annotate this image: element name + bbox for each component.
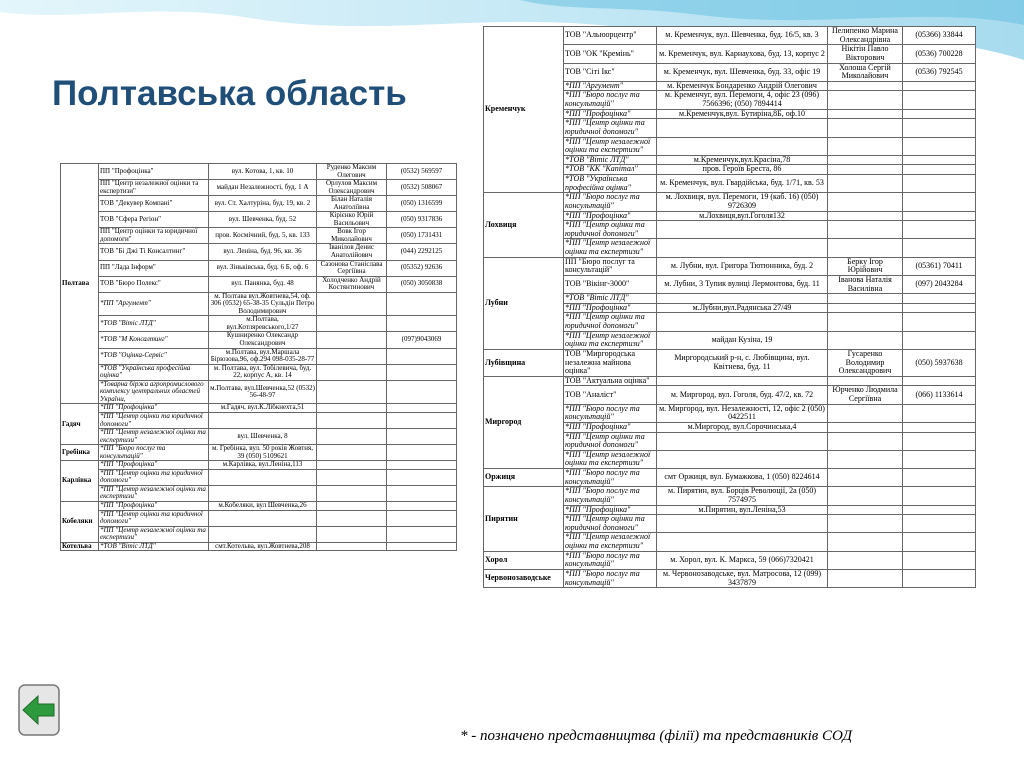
address-cell xyxy=(209,469,317,485)
phone-cell xyxy=(903,303,976,313)
contact-person-cell xyxy=(828,533,903,551)
firm-name-cell: *ТОВ "Оцінка-Сервіс" xyxy=(99,348,209,364)
phone-cell: (097)9043069 xyxy=(387,332,457,348)
address-cell xyxy=(657,533,828,551)
table-row xyxy=(484,376,976,386)
firm-name-cell: *ПП "Центр оцінки та юридичної допомоги" xyxy=(564,221,657,239)
table-row xyxy=(61,445,457,461)
phone-cell xyxy=(903,119,976,137)
table-row xyxy=(61,469,457,485)
contact-person-cell xyxy=(828,109,903,119)
contact-person-cell xyxy=(828,331,903,349)
firm-name-cell: *ПП "Центр оцінки та юридичної допомоги" xyxy=(99,469,209,485)
city-cell: Хорол xyxy=(484,551,564,569)
city-cell: Лохвиця xyxy=(484,193,564,257)
firm-name-cell: ТОВ "Декувер Компані" xyxy=(99,196,209,212)
address-cell: смт.Котельва, вул.Жовтнева,208 xyxy=(209,542,317,551)
contact-person-cell xyxy=(317,348,387,364)
phone-cell xyxy=(387,292,457,316)
contact-person-cell xyxy=(828,91,903,109)
phone-cell: (0536) 700228 xyxy=(903,45,976,63)
firm-name-cell: ТОВ "Альюорцентр" xyxy=(564,27,657,45)
firm-name-cell: ТОВ "Бі Джі Ті Консалтинг" xyxy=(99,244,209,260)
firm-name-cell: *ПП "Бюро послуг та консультацій" xyxy=(564,91,657,109)
address-cell: смт Оржиця, вул. Бумажкова, 1 (050) 8224614 xyxy=(657,469,828,487)
table-row xyxy=(61,260,457,276)
city-cell: Лубівщина xyxy=(484,349,564,376)
phone-cell xyxy=(903,551,976,569)
firm-name-cell: *ПП "Центр оцінки та юридичної допомоги" xyxy=(99,510,209,526)
table-row xyxy=(61,461,457,470)
phone-cell xyxy=(387,526,457,542)
address-cell xyxy=(209,510,317,526)
address-cell xyxy=(209,412,317,428)
address-cell: м. Кременчуг, вул. Перемоги, 4, офіс 23 (096) 7566396; (050) 7894414 xyxy=(657,91,828,109)
phone-cell xyxy=(903,469,976,487)
contact-person-cell xyxy=(828,569,903,587)
address-cell: м.Полтава, вул.Котляревського,1/27 xyxy=(209,316,317,332)
address-cell xyxy=(657,221,828,239)
contact-person-cell: Пелипенко Марина Олександрівна xyxy=(828,27,903,45)
phone-cell: (050) 5937638 xyxy=(903,349,976,376)
phone-cell xyxy=(387,469,457,485)
table-row xyxy=(61,526,457,542)
page-title: Полтавська область xyxy=(52,74,407,113)
address-cell: м.Миргород, вул.Сорочинська,4 xyxy=(657,422,828,432)
firm-name-cell: *ПП "Аргумент" xyxy=(99,292,209,316)
table-row xyxy=(61,180,457,196)
firm-name-cell: *ПП "Бюро послуг та консультацій" xyxy=(564,569,657,587)
table-row xyxy=(61,380,457,404)
table-row xyxy=(61,228,457,244)
firm-name-cell: *ПП "Бюро послуг та консультацій" xyxy=(564,487,657,505)
contact-person-cell xyxy=(828,487,903,505)
firm-name-cell: *ПП "Центр оцінки та юридичної допомоги" xyxy=(564,119,657,137)
contact-person-cell xyxy=(828,303,903,313)
phone-cell xyxy=(387,542,457,551)
phone-cell: (050) 1316599 xyxy=(387,196,457,212)
contact-person-cell xyxy=(828,376,903,386)
contact-person-cell: Іванова Наталія Василівна xyxy=(828,275,903,293)
contact-person-cell: Руденко Максим Олегович xyxy=(317,164,387,180)
firm-name-cell: ТОВ "ОК "Кремінь" xyxy=(564,45,657,63)
phone-cell: (0536) 792545 xyxy=(903,63,976,81)
firm-name-cell: *ПП "Профоцінка" xyxy=(99,404,209,413)
contact-person-cell xyxy=(317,510,387,526)
address-cell xyxy=(209,485,317,501)
contact-person-cell xyxy=(828,432,903,450)
table-row xyxy=(484,469,976,487)
contact-person-cell xyxy=(828,294,903,304)
phone-cell: (044) 2292125 xyxy=(387,244,457,260)
firm-name-cell: *ПП "Центр незалежної оцінки та експертизи" xyxy=(99,526,209,542)
address-cell: м. Лубни, вул. Григора Тютюнника, буд. 2 xyxy=(657,257,828,275)
address-cell: вул. Ст. Халтуріна, буд. 19, кв. 2 xyxy=(209,196,317,212)
phone-cell xyxy=(903,294,976,304)
contact-person-cell xyxy=(828,193,903,211)
address-cell: майдан Незалежності, буд. 1 А xyxy=(209,180,317,196)
address-cell: пров. Космічний, буд. 5, кв. 133 xyxy=(209,228,317,244)
table-row xyxy=(484,193,976,211)
contact-person-cell xyxy=(317,380,387,404)
firm-name-cell: *ПП "Центр незалежної оцінки та експертизи" xyxy=(564,239,657,257)
table-row xyxy=(61,501,457,510)
table-row xyxy=(61,164,457,180)
phone-cell xyxy=(387,412,457,428)
firm-name-cell: *ПП "Центр оцінки та юридичної допомоги" xyxy=(564,432,657,450)
address-cell xyxy=(657,119,828,137)
firm-name-cell: *ПП "Центр оцінки та юридичної допомоги" xyxy=(564,515,657,533)
firm-name-cell: ПП "Бюро послуг та консультацій" xyxy=(564,257,657,275)
address-cell: м. Полтава вул.Жовтнева,54, оф. 306 (0532) 65-38-35 Сульдін Петро Володимирович xyxy=(209,292,317,316)
address-cell xyxy=(657,376,828,386)
contact-person-cell xyxy=(828,469,903,487)
firm-name-cell: *ТОВ "Вітіс ЛТД" xyxy=(564,294,657,304)
address-cell: вул. Шевченка, буд. 52 xyxy=(209,212,317,228)
phone-cell xyxy=(903,81,976,91)
phone-cell: (097) 2043284 xyxy=(903,275,976,293)
contact-person-cell xyxy=(317,364,387,380)
contact-person-cell xyxy=(317,404,387,413)
contact-person-cell xyxy=(317,461,387,470)
city-cell: Гребінка xyxy=(61,445,99,461)
address-cell xyxy=(657,515,828,533)
phone-cell xyxy=(387,510,457,526)
table-row xyxy=(61,429,457,445)
address-cell: м.Кременчук,вул. Бутиріна,8Б, оф.10 xyxy=(657,109,828,119)
phone-cell xyxy=(903,376,976,386)
phone-cell xyxy=(903,211,976,221)
city-cell: Лубни xyxy=(484,257,564,349)
firm-name-cell: *ТОВ "КК "Капітал" xyxy=(564,165,657,175)
address-cell: м.Гадяч, вул.К.Лібкнехта,51 xyxy=(209,404,317,413)
table-row xyxy=(61,212,457,228)
phone-cell xyxy=(903,487,976,505)
firm-name-cell: *ПП "Профоцінка" xyxy=(99,461,209,470)
address-cell xyxy=(657,137,828,155)
phone-cell xyxy=(903,137,976,155)
table-row xyxy=(484,27,976,45)
contact-person-cell xyxy=(828,155,903,165)
firm-name-cell: *ТОВ "Вітіс ЛТД" xyxy=(99,316,209,332)
contact-person-cell xyxy=(317,292,387,316)
contact-person-cell xyxy=(317,501,387,510)
firm-name-cell: *ПП "Центр незалежної оцінки та експертизи" xyxy=(564,331,657,349)
city-cell: Червонозаводське xyxy=(484,569,564,587)
contact-person-cell xyxy=(317,445,387,461)
table-row xyxy=(61,510,457,526)
address-cell: м.Кобеляки, вул Шевченка,26 xyxy=(209,501,317,510)
table-row xyxy=(61,412,457,428)
firm-name-cell: ПП "Центр оцінки та юридичної допомоги" xyxy=(99,228,209,244)
address-cell xyxy=(657,450,828,468)
firm-name-cell: ТОВ "Сіті Ікс" xyxy=(564,63,657,81)
phone-cell xyxy=(903,450,976,468)
contact-person-cell: Кірієнко Юрій Васильович xyxy=(317,212,387,228)
city-cell: Котельва xyxy=(61,542,99,551)
firm-name-cell: *ПП "Центр незалежної оцінки та експертизи" xyxy=(564,450,657,468)
firm-name-cell: *ПП "Профоцінка" xyxy=(564,505,657,515)
contact-person-cell xyxy=(828,422,903,432)
firm-name-cell: ТОВ "Бюро Полекс" xyxy=(99,276,209,292)
phone-cell xyxy=(903,313,976,331)
firm-name-cell: *ПП "Бюро послуг та консультацій" xyxy=(564,551,657,569)
address-cell: вул. Панянка, буд. 48 xyxy=(209,276,317,292)
firm-name-cell: *ТОВ "Вітіс ЛТД" xyxy=(99,542,209,551)
contact-person-cell xyxy=(828,239,903,257)
phone-cell xyxy=(387,348,457,364)
address-cell: вул. Шевченка, 8 xyxy=(209,429,317,445)
contact-person-cell xyxy=(828,81,903,91)
address-cell: м.Полтава, вул.Шевченка,52 (0532) 56-48-97 xyxy=(209,380,317,404)
firm-name-cell: *ПП "Центр незалежної оцінки та експертизи" xyxy=(99,485,209,501)
table-row xyxy=(484,487,976,505)
address-cell: м. Кременчук, вул. Гвардійська, буд. 1/71, кв. 53 xyxy=(657,175,828,193)
contact-person-cell xyxy=(828,551,903,569)
address-cell xyxy=(657,294,828,304)
firm-name-cell: ТОВ "Актуальна оцінка" xyxy=(564,376,657,386)
table-row xyxy=(61,292,457,316)
firm-name-cell: *ПП "Профоцінка" xyxy=(564,422,657,432)
firm-name-cell: *ПП "Центр незалежної оцінки та експертизи" xyxy=(564,533,657,551)
contact-person-cell: Нікітін Павло Вікторович xyxy=(828,45,903,63)
phone-cell xyxy=(903,404,976,422)
contact-person-cell xyxy=(828,515,903,533)
address-cell: м.Полтава, вул.Маршала Бірюзова,96, оф.294 098-035-28-77 xyxy=(209,348,317,364)
contact-person-cell: Холоша Сергій Миколайович xyxy=(828,63,903,81)
address-cell: Кушниренко Олександр Олександрович xyxy=(209,332,317,348)
address-cell xyxy=(209,526,317,542)
firm-name-cell: ПП "Профоцінка" xyxy=(99,164,209,180)
phone-cell: (0532) 569597 xyxy=(387,164,457,180)
address-cell: м. Кременчук, вул. Карнаухова, буд. 13, корпус 2 xyxy=(657,45,828,63)
contact-person-cell xyxy=(317,542,387,551)
city-cell: Пирятин xyxy=(484,487,564,551)
contact-person-cell xyxy=(317,526,387,542)
address-cell: м.Пирятин, вул.Леніна,53 xyxy=(657,505,828,515)
table-row xyxy=(61,485,457,501)
address-cell: м. Кременчук Бондаренко Андрій Олегович xyxy=(657,81,828,91)
table-row xyxy=(484,551,976,569)
phone-cell: (050) 1731431 xyxy=(387,228,457,244)
phone-cell xyxy=(903,239,976,257)
address-cell: м. Лубни, 3 Тупик вулиці Лермонтова, буд. 11 xyxy=(657,275,828,293)
firm-name-cell: *ПП "Центр незалежної оцінки та експертизи" xyxy=(99,429,209,445)
phone-cell xyxy=(903,533,976,551)
table-row xyxy=(61,364,457,380)
firm-name-cell: *ПП "Бюро послуг та консультацій" xyxy=(564,193,657,211)
firm-name-cell: *ПП "Центр оцінки та юридичної допомоги" xyxy=(99,412,209,428)
contact-person-cell xyxy=(828,313,903,331)
contact-person-cell: Сазонова Станіслава Сергіївна xyxy=(317,260,387,276)
phone-cell xyxy=(903,193,976,211)
firm-name-cell: ТОВ "Сфера Регіон" xyxy=(99,212,209,228)
back-arrow-icon[interactable] xyxy=(18,684,60,736)
contact-person-cell: Білан Наталія Анатоліївна xyxy=(317,196,387,212)
firm-name-cell: *Товарна біржа агропромислового комплексу центральних областей України, xyxy=(99,380,209,404)
phone-cell: (050) 9317836 xyxy=(387,212,457,228)
firm-name-cell: *ПП "Профоцінка" xyxy=(564,303,657,313)
address-cell: м. Гребінка, вул. 50 років Жовтня, 39 (050) 5109621 xyxy=(209,445,317,461)
contact-person-cell xyxy=(317,429,387,445)
phone-cell: (050) 3050838 xyxy=(387,276,457,292)
phone-cell xyxy=(903,422,976,432)
firm-name-cell: *ТОВ "М Консалтинг" xyxy=(99,332,209,348)
phone-cell xyxy=(387,501,457,510)
phone-cell: (05361) 70411 xyxy=(903,257,976,275)
firm-name-cell: *ПП "Центр оцінки та юридичної допомоги" xyxy=(564,313,657,331)
contact-person-cell: Вовк Ігор Миколайович xyxy=(317,228,387,244)
firm-name-cell: *ПП "Профоцінка" xyxy=(564,211,657,221)
firm-name-cell: *ПП "Аргумент" xyxy=(564,81,657,91)
phone-cell xyxy=(387,316,457,332)
phone-cell xyxy=(903,91,976,109)
address-cell: вул. Леніна, буд. 96, кв. 36 xyxy=(209,244,317,260)
phone-cell xyxy=(387,445,457,461)
firm-name-cell: ПП "Центр незалежної оцінки та експертизи" xyxy=(99,180,209,196)
phone-cell xyxy=(387,404,457,413)
address-cell: м.Кременчук,вул.Красіна,78 xyxy=(657,155,828,165)
address-cell: Миргородський р-н, с. Любівщина, вул. Квітнева, буд. 11 xyxy=(657,349,828,376)
contact-person-cell: Орлулов Максим Олександрович xyxy=(317,180,387,196)
contact-person-cell xyxy=(828,175,903,193)
firm-name-cell: ТОВ "Миргородська незалежна майнова оцінка" xyxy=(564,349,657,376)
address-cell xyxy=(657,432,828,450)
firm-name-cell: *ПП "Бюро послуг та консультацій" xyxy=(99,445,209,461)
city-cell: Кобеляки xyxy=(61,501,99,542)
city-cell: Оржиця xyxy=(484,469,564,487)
firm-name-cell: ТОВ "Аналіст" xyxy=(564,386,657,404)
phone-cell xyxy=(387,485,457,501)
phone-cell xyxy=(387,429,457,445)
address-cell: майдан Кузіна, 19 xyxy=(657,331,828,349)
phone-cell xyxy=(903,515,976,533)
right-table xyxy=(483,26,976,588)
contact-person-cell xyxy=(317,412,387,428)
contact-person-cell: Берку Ігор Юрійович xyxy=(828,257,903,275)
contact-person-cell xyxy=(828,505,903,515)
contact-person-cell: Іванілов Денис Анатолійович xyxy=(317,244,387,260)
phone-cell xyxy=(387,461,457,470)
contact-person-cell: Холодченко Андрій Костянтинович xyxy=(317,276,387,292)
contact-person-cell xyxy=(828,211,903,221)
phone-cell xyxy=(903,569,976,587)
contact-person-cell xyxy=(828,221,903,239)
address-cell: м. Червонозаводське, вул. Матросова, 12 (099) 3437879 xyxy=(657,569,828,587)
firm-name-cell: *ТОВ "Українська професійна оцінка" xyxy=(564,175,657,193)
contact-person-cell xyxy=(317,485,387,501)
contact-person-cell: Гусаренко Володимир Олександрович xyxy=(828,349,903,376)
phone-cell xyxy=(903,432,976,450)
table-row xyxy=(61,542,457,551)
table-row xyxy=(61,316,457,332)
firm-name-cell: *ПП "Бюро послуг та консультацій" xyxy=(564,469,657,487)
address-cell: вул. Котова, 1, кв. 10 xyxy=(209,164,317,180)
address-cell: м.Лохвиця,вул.Гоголя132 xyxy=(657,211,828,221)
table-row xyxy=(61,404,457,413)
contact-person-cell xyxy=(828,404,903,422)
phone-cell xyxy=(903,155,976,165)
city-cell: Кременчук xyxy=(484,27,564,193)
left-table xyxy=(60,163,457,551)
contact-person-cell xyxy=(828,165,903,175)
table-row xyxy=(484,569,976,587)
firm-name-cell: ТОВ "Вікінг-3000" xyxy=(564,275,657,293)
city-cell: Полтава xyxy=(61,164,99,404)
address-cell: м. Хорол, вул. К. Маркса, 59 (066)7320421 xyxy=(657,551,828,569)
contact-person-cell xyxy=(317,469,387,485)
firm-name-cell: *ПП "Центр незалежної оцінки та експертизи" xyxy=(564,137,657,155)
address-cell: м. Миргород, вул. Гоголя, буд. 47/2, кв. 72 xyxy=(657,386,828,404)
firm-name-cell: *ПП "Бюро послуг та консультацій" xyxy=(564,404,657,422)
table-row xyxy=(61,196,457,212)
address-cell xyxy=(657,313,828,331)
phone-cell xyxy=(903,505,976,515)
contact-person-cell xyxy=(828,137,903,155)
phone-cell xyxy=(903,175,976,193)
table-row xyxy=(484,257,976,275)
phone-cell xyxy=(387,380,457,404)
firm-name-cell: *ПП "Профоцінка" xyxy=(99,501,209,510)
firm-name-cell: *ПП "Профоцінка" xyxy=(564,109,657,119)
address-cell xyxy=(657,239,828,257)
contact-person-cell xyxy=(317,316,387,332)
address-cell: м.Лубни,вул.Радянська 27/49 xyxy=(657,303,828,313)
phone-cell xyxy=(903,331,976,349)
phone-cell: (05352) 92636 xyxy=(387,260,457,276)
contact-person-cell xyxy=(828,450,903,468)
firm-name-cell: *ТОВ "Українська професійна оцінка" xyxy=(99,364,209,380)
address-cell: пров. Героїв Бреста, 86 xyxy=(657,165,828,175)
contact-person-cell xyxy=(317,332,387,348)
phone-cell: (05366) 33844 xyxy=(903,27,976,45)
address-cell: м. Миргород, вул. Незалежності, 12, офіс 2 (050) 0422511 xyxy=(657,404,828,422)
phone-cell: (066) 1133614 xyxy=(903,386,976,404)
address-cell: м. Лохвиця, вул. Перемоги, 19 (каб. 16) (050) 9726309 xyxy=(657,193,828,211)
table-row xyxy=(61,348,457,364)
footnote: * - позначено представництва (філії) та представників СОД xyxy=(460,728,853,744)
address-cell: м. Кременчук, вул. Шевченка, буд. 33, офіс 19 xyxy=(657,63,828,81)
table-row xyxy=(61,244,457,260)
city-cell: Карлівка xyxy=(61,461,99,502)
table-row xyxy=(61,276,457,292)
city-cell: Гадяч xyxy=(61,404,99,445)
city-cell: Миргород xyxy=(484,376,564,468)
table-row xyxy=(484,349,976,376)
phone-cell xyxy=(903,109,976,119)
address-cell: м. Кременчук, вул. Шевченка, буд. 16/5, кв. 3 xyxy=(657,27,828,45)
address-cell: м. Пирятин, вул. Борців Революції, 2а (050) 7574975 xyxy=(657,487,828,505)
contact-person-cell xyxy=(828,119,903,137)
phone-cell: (0532) 508067 xyxy=(387,180,457,196)
firm-name-cell: *ТОВ "Вітіс ЛТД" xyxy=(564,155,657,165)
address-cell: м.Карлівка, вул.Леніна,113 xyxy=(209,461,317,470)
contact-person-cell: Юрченко Людмила Сергіївна xyxy=(828,386,903,404)
phone-cell xyxy=(387,364,457,380)
address-cell: вул. Зіньківська, буд. 6 Б, оф. 6 xyxy=(209,260,317,276)
table-row xyxy=(61,332,457,348)
phone-cell xyxy=(903,165,976,175)
phone-cell xyxy=(903,221,976,239)
address-cell: м. Полтава, вул. Тобілевича, буд. 22, корпус А, кв. 14 xyxy=(209,364,317,380)
firm-name-cell: ПП "Лада Інформ" xyxy=(99,260,209,276)
